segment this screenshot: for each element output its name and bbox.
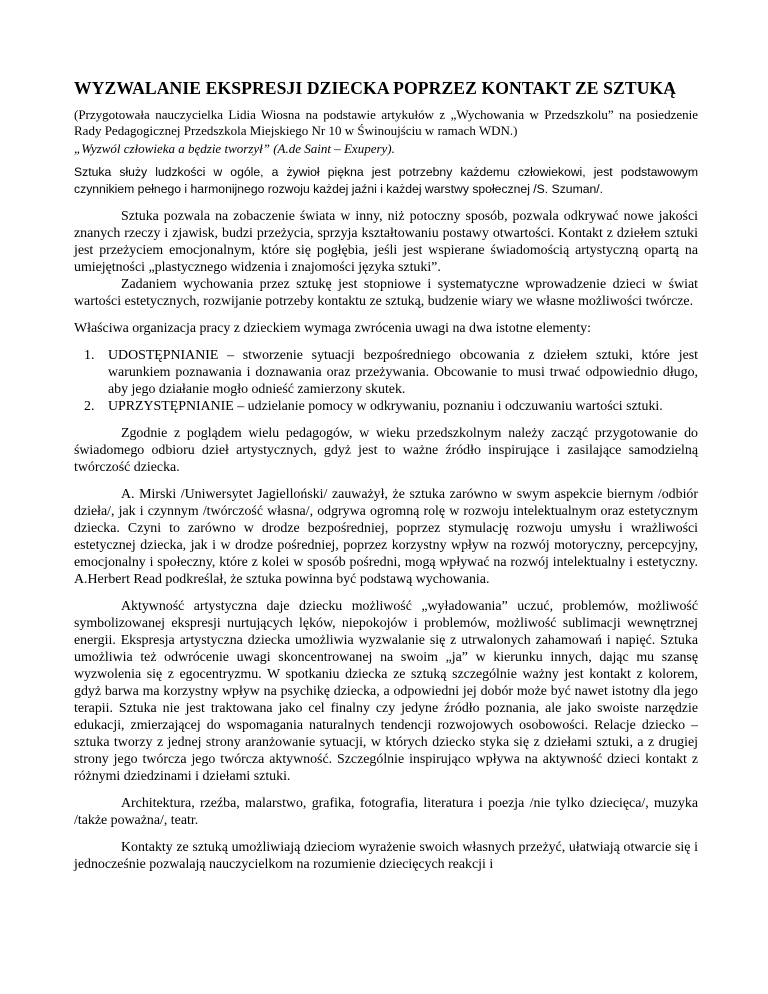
- paragraph-1: Sztuka pozwala na zobaczenie świata w inny, niż potoczny sposób, pozwala odkrywać nowe jakości znanych rzeczy i zjawisk, budzi przeżycia, sprzyja kształtowaniu postawy otwartości. Kontakt z dziełem sztuki jest przeżyciem emocjonalnym, które się pogłębia, jeśli jest wspierane świadomością artystyczną opartą na umiejętności „plastycznego widzenia i znajomości języka sztuki”.: [74, 209, 698, 275]
- paragraph-6: Aktywność artystyczna daje dziecku możliwość „wyładowania” uczuć, problemów, możliwość symbolizowanej ekspresji nurtujących lęków, niepokojów i problemów, możliwość sublimacji wewnętrznej energii. Ekspresja artystyczna dziecka umożliwia wyzwalanie się z utrwalonych zahamowań i napięć. Sztuka umożliwia też odwrócenie uwagi skoncentrowanej na swoim „ja” w kierunku innych, dając mu szansę wyzwolenia się z egocentryzmu. W spotkaniu dziecka ze sztuką szczególnie ważny jest kontakt z kolorem, gdyż barwa ma korzystny wpływ na psychikę dziecka, a odpowiedni jej dobór może być nawet istotny dla jego terapii. Sztuka nie jest traktowana jako cel finalny czy jedyne źródło poznania, ale jako swoiste narzędzie edukacji, zmierzającej do wspomagania naturalnych tendencji rozwojowych osobowości. Relacje dziecko – sztuka tworzy z jednej strony aranżowanie sytuacji, w których dziecko styka się z dziełami sztuki, a z drugiej strony jego twórcza jego twórcza aktywność. Szczególnie inspirująco wpływa na aktywność dzieci kontakt z różnymi dziedzinami i dziełami sztuki.: [74, 599, 698, 784]
- paragraph-7: Architektura, rzeźba, malarstwo, grafika, fotografia, literatura i poezja /nie tylko dziecięca/, muzyka /także poważna/, teatr.: [74, 796, 698, 828]
- list-item: [74, 398, 698, 415]
- list-number: 1.: [84, 348, 95, 363]
- list-text: UPRZYSTĘPNIANIE – udzielanie pomocy w odkrywaniu, poznaniu i odczuwaniu wartości sztuki.: [108, 399, 663, 414]
- paragraph-5: A. Mirski /Uniwersytet Jagielloński/ zauważył, że sztuka zarówno w swym aspekcie biernym /odbiór dzieła/, jak i czynnym /twórczość własna/, odgrywa ogromną rolę w rozwoju intelektualnym oraz estetycznym dziecka. Czyni to zarówno w drodze bezpośredniej, poprzez stymulację rozwoju umysłu i wrażliwości estetycznej dziecka, jak i w drodze pośredniej, poprzez korzystny wpływ na rozwój motoryczny, percepcyjny, emocjonalny i społeczny, które z kolei w sposób pośredni, mogą wpływać na rozwój intelektualny i estetyczny. A.Herbert Read podkreślał, że sztuka powinna być podstawą wychowania.: [74, 487, 698, 587]
- quote: „Wyzwól człowieka a będzie tworzył” (A.de Saint – Exupery).: [74, 141, 395, 156]
- paragraph-4: Zgodnie z poglądem wielu pedagogów, w wieku przedszkolnym należy zacząć przygotowanie do świadomego odbioru dzieł artystycznych, gdyż jest to ważne źródło inspirujące i zasilające samodzielną twórczość dziecka.: [74, 426, 698, 475]
- document-title: WYZWALANIE EKSPRESJI DZIECKA POPRZEZ KONTAKT ZE SZTUKĄ: [74, 78, 677, 98]
- motto: Sztuka służy ludzkości w ogóle, a żywioł piękna jest potrzebny każdemu człowiekowi, jest podstawowym czynnikiem pełnego i harmonijnego rozwoju każdej jaźni i każdej warstwy społecznej /S. Szuman/.: [74, 165, 698, 196]
- paragraph-2: Zadaniem wychowania przez sztukę jest stopniowe i systematyczne wprowadzenie dzieci w świat wartości estetycznych, rozwijanie potrzeby kontaktu ze sztuką, budzenie wiary we własne możliwości twórcze.: [74, 277, 698, 309]
- list-text: UDOSTĘPNIANIE – stworzenie sytuacji bezpośredniego obcowania z dziełem sztuki, które jest warunkiem poznawania i doznawania oraz przeżywania. Obcowanie to musi trwać odpowiednio długo, aby jego działanie mogło odnieść zamierzony skutek.: [108, 348, 698, 397]
- elements-list: [74, 347, 698, 415]
- paragraph-8: Kontakty ze sztuką umożliwiają dzieciom wyrażenie swoich własnych przeżyć, ułatwiają otwarcie się i jednocześnie pozwalają nauczycielkom na rozumienie dziecięcych reakcji i: [74, 840, 698, 872]
- list-item: [74, 347, 698, 398]
- list-number: 2.: [84, 399, 95, 414]
- intro-note: (Przygotowała nauczycielka Lidia Wiosna na podstawie artykułów z „Wychowania w Przedszkolu” na posiedzenie Rady Pedagogicznej Przedszkola Miejskiego Nr 10 w Świnoujściu w ramach WDN.): [74, 107, 698, 138]
- paragraph-3: Właściwa organizacja pracy z dzieckiem wymaga zwrócenia uwagi na dwa istotne elementy:: [74, 321, 591, 336]
- document-page: [74, 78, 698, 873]
